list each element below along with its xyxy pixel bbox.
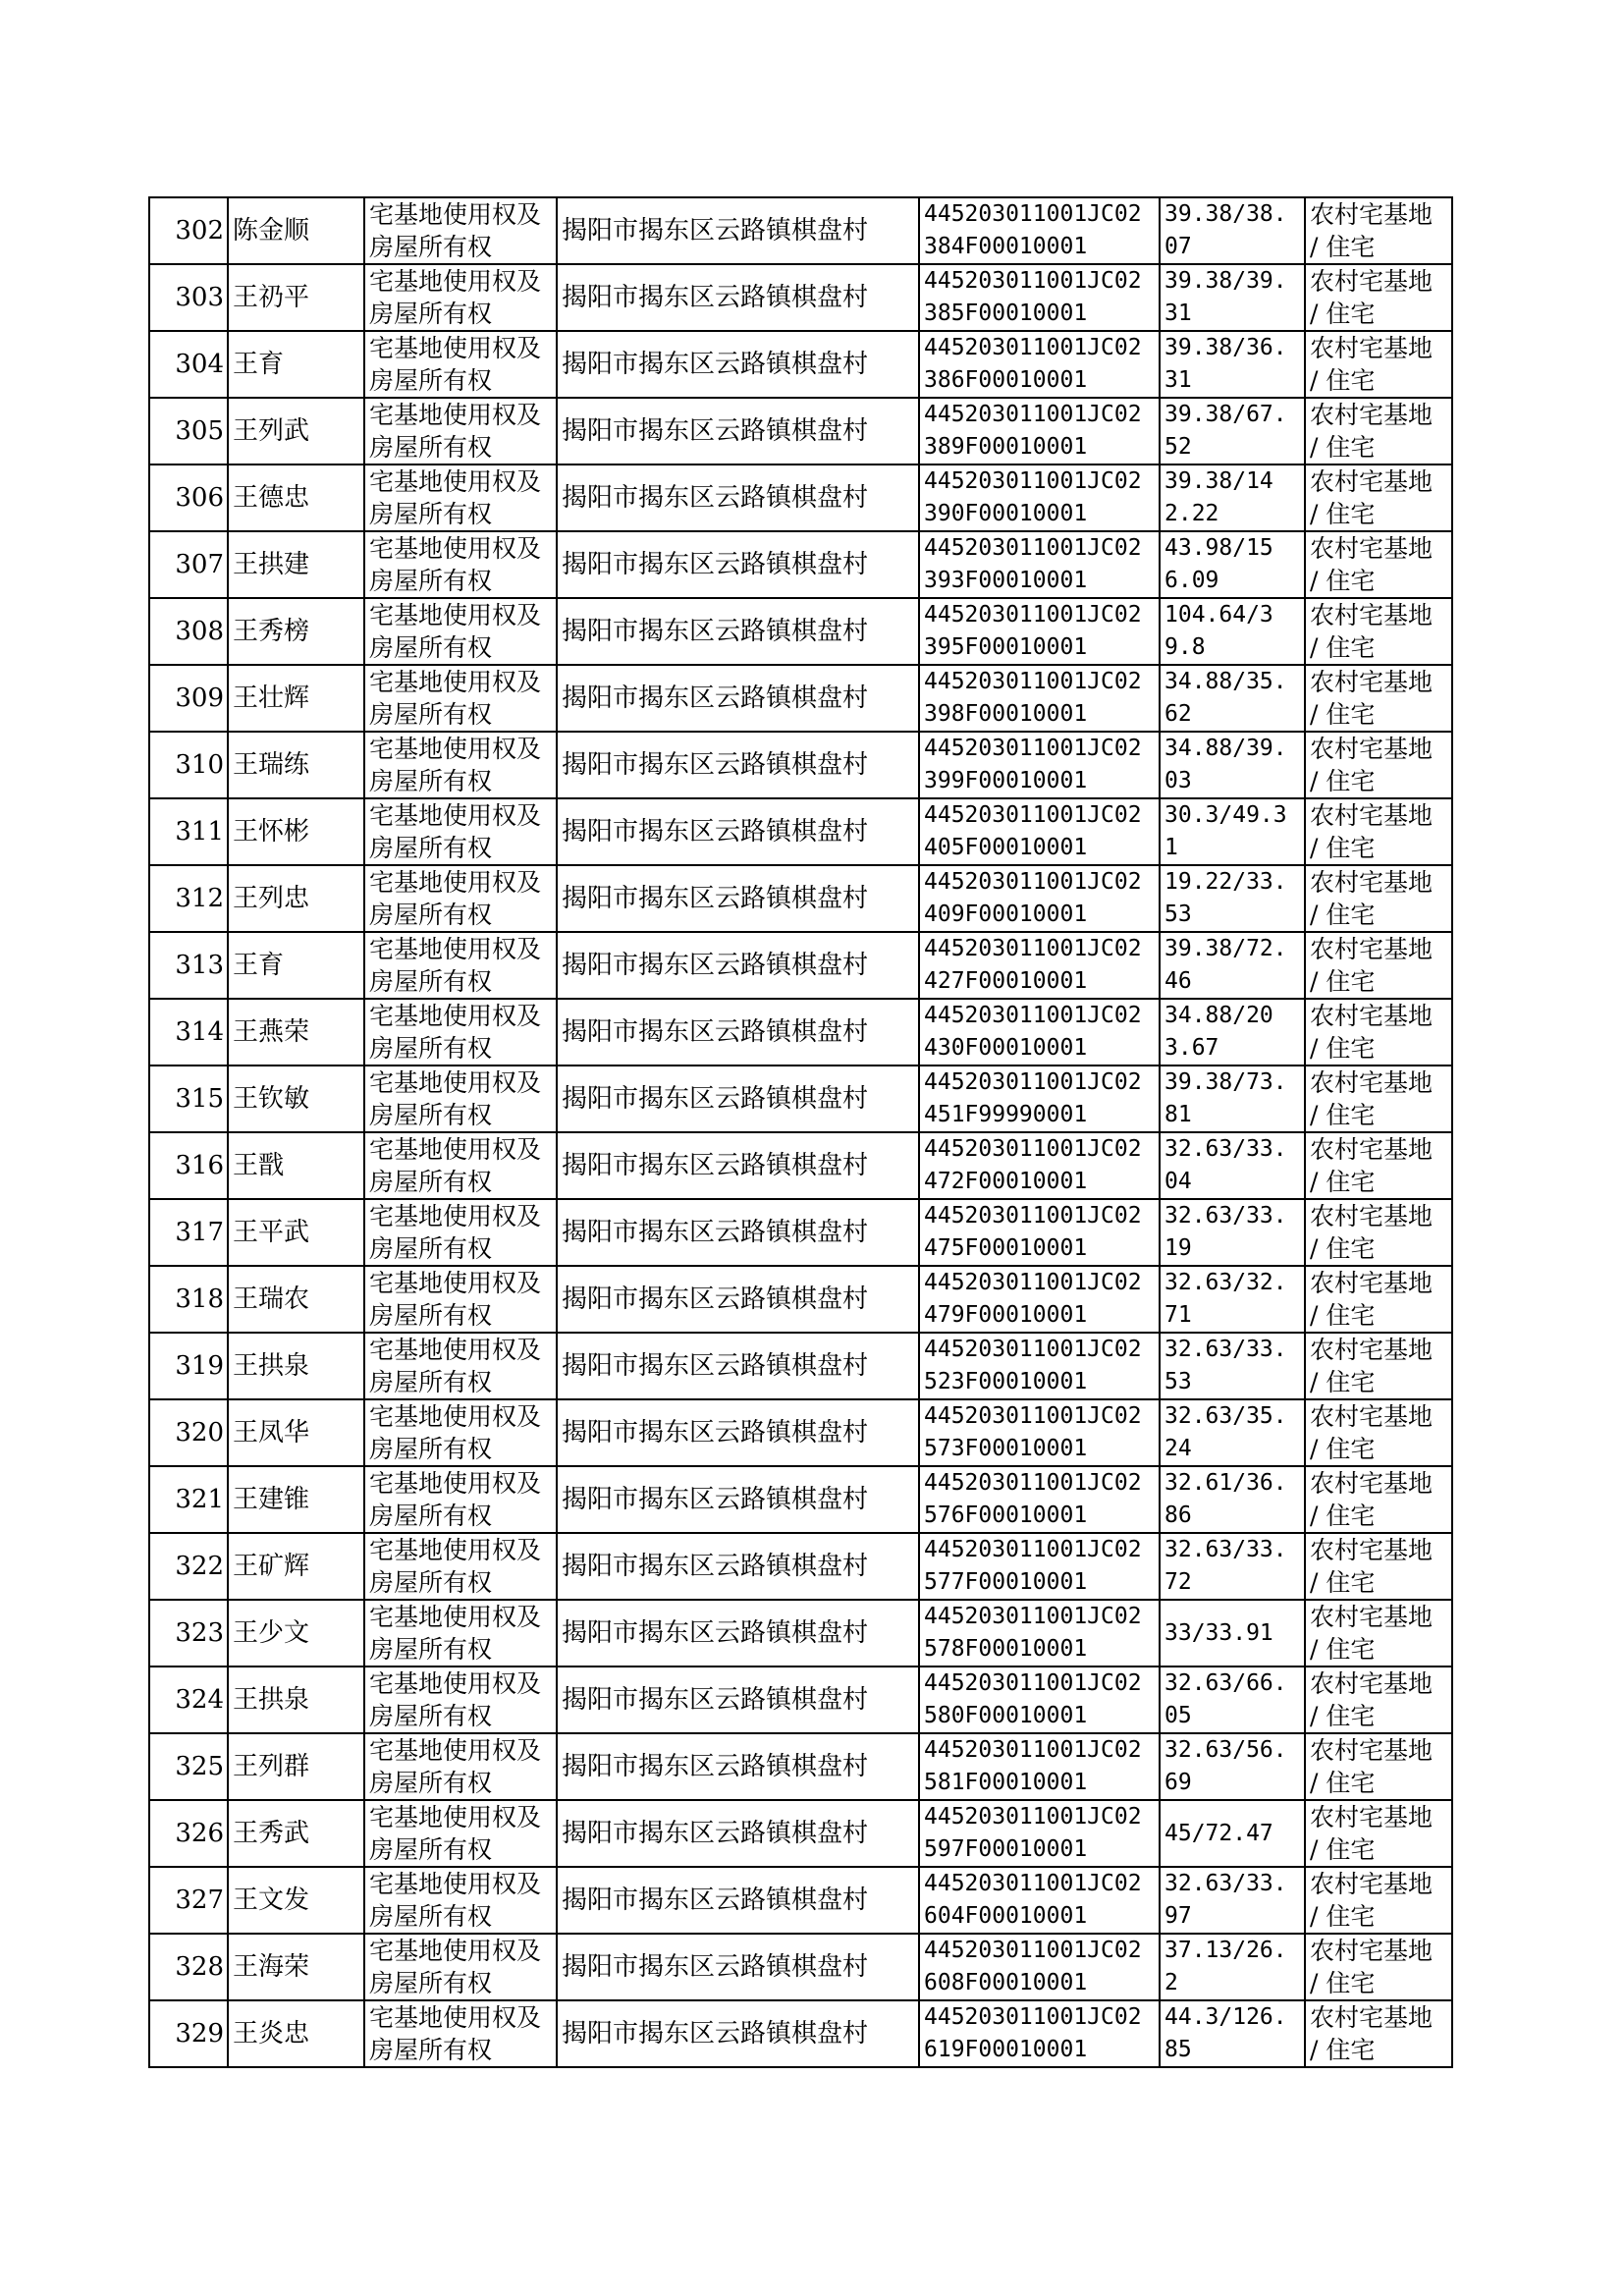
right-type: 宅基地使用权及房屋所有权 bbox=[364, 2000, 557, 2067]
owner-name: 王少文 bbox=[228, 1600, 364, 1667]
unit-code: 445203011001JC02385F00010001 bbox=[919, 264, 1160, 331]
unit-code: 445203011001JC02409F00010001 bbox=[919, 865, 1160, 932]
row-number: 314 bbox=[149, 999, 228, 1066]
unit-code: 445203011001JC02475F00010001 bbox=[919, 1199, 1160, 1266]
land-use: 农村宅基地 / 住宅 bbox=[1305, 665, 1452, 732]
location-address: 揭阳市揭东区云路镇棋盘村 bbox=[557, 1533, 919, 1600]
owner-name: 王平武 bbox=[228, 1199, 364, 1266]
owner-name: 王秀榜 bbox=[228, 598, 364, 665]
unit-code: 445203011001JC02430F00010001 bbox=[919, 999, 1160, 1066]
area-value: 32.63/33.53 bbox=[1160, 1333, 1305, 1399]
registry-table bbox=[148, 196, 1453, 2068]
right-type: 宅基地使用权及房屋所有权 bbox=[364, 1867, 557, 1934]
area-value: 30.3/49.31 bbox=[1160, 798, 1305, 865]
table-row bbox=[149, 798, 1452, 865]
owner-name: 王礽平 bbox=[228, 264, 364, 331]
table-row bbox=[149, 1466, 1452, 1533]
unit-code: 445203011001JC02451F99990001 bbox=[919, 1066, 1160, 1132]
location-address: 揭阳市揭东区云路镇棋盘村 bbox=[557, 1733, 919, 1800]
unit-code: 445203011001JC02581F00010001 bbox=[919, 1733, 1160, 1800]
right-type: 宅基地使用权及房屋所有权 bbox=[364, 531, 557, 598]
area-value: 32.63/33.72 bbox=[1160, 1533, 1305, 1600]
owner-name: 王怀彬 bbox=[228, 798, 364, 865]
owner-name: 王壮辉 bbox=[228, 665, 364, 732]
owner-name: 王德忠 bbox=[228, 464, 364, 531]
land-use: 农村宅基地 / 住宅 bbox=[1305, 1533, 1452, 1600]
land-use: 农村宅基地 / 住宅 bbox=[1305, 2000, 1452, 2067]
unit-code: 445203011001JC02393F00010001 bbox=[919, 531, 1160, 598]
unit-code: 445203011001JC02479F00010001 bbox=[919, 1266, 1160, 1333]
right-type: 宅基地使用权及房屋所有权 bbox=[364, 732, 557, 798]
table-row bbox=[149, 1333, 1452, 1399]
location-address: 揭阳市揭东区云路镇棋盘村 bbox=[557, 1667, 919, 1733]
row-number: 324 bbox=[149, 1667, 228, 1733]
right-type: 宅基地使用权及房屋所有权 bbox=[364, 1333, 557, 1399]
unit-code: 445203011001JC02390F00010001 bbox=[919, 464, 1160, 531]
right-type: 宅基地使用权及房屋所有权 bbox=[364, 1800, 557, 1867]
unit-code: 445203011001JC02398F00010001 bbox=[919, 665, 1160, 732]
table-row bbox=[149, 1867, 1452, 1934]
area-value: 37.13/26.2 bbox=[1160, 1934, 1305, 2000]
land-use: 农村宅基地 / 住宅 bbox=[1305, 1867, 1452, 1934]
land-use: 农村宅基地 / 住宅 bbox=[1305, 999, 1452, 1066]
area-value: 32.63/33.04 bbox=[1160, 1132, 1305, 1199]
table-row bbox=[149, 732, 1452, 798]
table-row bbox=[149, 398, 1452, 464]
land-use: 农村宅基地 / 住宅 bbox=[1305, 1600, 1452, 1667]
table-row bbox=[149, 2000, 1452, 2067]
right-type: 宅基地使用权及房屋所有权 bbox=[364, 999, 557, 1066]
unit-code: 445203011001JC02608F00010001 bbox=[919, 1934, 1160, 2000]
unit-code: 445203011001JC02573F00010001 bbox=[919, 1399, 1160, 1466]
row-number: 327 bbox=[149, 1867, 228, 1934]
owner-name: 王瑞农 bbox=[228, 1266, 364, 1333]
row-number: 317 bbox=[149, 1199, 228, 1266]
right-type: 宅基地使用权及房屋所有权 bbox=[364, 1667, 557, 1733]
area-value: 39.38/142.22 bbox=[1160, 464, 1305, 531]
unit-code: 445203011001JC02472F00010001 bbox=[919, 1132, 1160, 1199]
row-number: 325 bbox=[149, 1733, 228, 1800]
unit-code: 445203011001JC02523F00010001 bbox=[919, 1333, 1160, 1399]
table-row bbox=[149, 464, 1452, 531]
area-value: 43.98/156.09 bbox=[1160, 531, 1305, 598]
area-value: 34.88/203.67 bbox=[1160, 999, 1305, 1066]
area-value: 33/33.91 bbox=[1160, 1600, 1305, 1667]
right-type: 宅基地使用权及房屋所有权 bbox=[364, 865, 557, 932]
owner-name: 王列群 bbox=[228, 1733, 364, 1800]
right-type: 宅基地使用权及房屋所有权 bbox=[364, 1199, 557, 1266]
area-value: 39.38/72.46 bbox=[1160, 932, 1305, 999]
location-address: 揭阳市揭东区云路镇棋盘村 bbox=[557, 331, 919, 398]
unit-code: 445203011001JC02427F00010001 bbox=[919, 932, 1160, 999]
row-number: 305 bbox=[149, 398, 228, 464]
right-type: 宅基地使用权及房屋所有权 bbox=[364, 1533, 557, 1600]
row-number: 313 bbox=[149, 932, 228, 999]
row-number: 308 bbox=[149, 598, 228, 665]
row-number: 318 bbox=[149, 1266, 228, 1333]
location-address: 揭阳市揭东区云路镇棋盘村 bbox=[557, 665, 919, 732]
area-value: 32.63/35.24 bbox=[1160, 1399, 1305, 1466]
location-address: 揭阳市揭东区云路镇棋盘村 bbox=[557, 732, 919, 798]
table-row bbox=[149, 865, 1452, 932]
location-address: 揭阳市揭东区云路镇棋盘村 bbox=[557, 932, 919, 999]
row-number: 312 bbox=[149, 865, 228, 932]
unit-code: 445203011001JC02619F00010001 bbox=[919, 2000, 1160, 2067]
location-address: 揭阳市揭东区云路镇棋盘村 bbox=[557, 464, 919, 531]
land-use: 农村宅基地 / 住宅 bbox=[1305, 798, 1452, 865]
land-use: 农村宅基地 / 住宅 bbox=[1305, 1333, 1452, 1399]
owner-name: 王育 bbox=[228, 331, 364, 398]
table-row bbox=[149, 999, 1452, 1066]
unit-code: 445203011001JC02580F00010001 bbox=[919, 1667, 1160, 1733]
land-use: 农村宅基地 / 住宅 bbox=[1305, 1066, 1452, 1132]
location-address: 揭阳市揭东区云路镇棋盘村 bbox=[557, 999, 919, 1066]
land-use: 农村宅基地 / 住宅 bbox=[1305, 865, 1452, 932]
location-address: 揭阳市揭东区云路镇棋盘村 bbox=[557, 1466, 919, 1533]
land-use: 农村宅基地 / 住宅 bbox=[1305, 1800, 1452, 1867]
location-address: 揭阳市揭东区云路镇棋盘村 bbox=[557, 1934, 919, 2000]
land-use: 农村宅基地 / 住宅 bbox=[1305, 197, 1452, 264]
area-value: 39.38/39.31 bbox=[1160, 264, 1305, 331]
unit-code: 445203011001JC02386F00010001 bbox=[919, 331, 1160, 398]
location-address: 揭阳市揭东区云路镇棋盘村 bbox=[557, 1399, 919, 1466]
row-number: 309 bbox=[149, 665, 228, 732]
table-row bbox=[149, 598, 1452, 665]
right-type: 宅基地使用权及房屋所有权 bbox=[364, 464, 557, 531]
table-row bbox=[149, 1066, 1452, 1132]
owner-name: 王文发 bbox=[228, 1867, 364, 1934]
unit-code: 445203011001JC02577F00010001 bbox=[919, 1533, 1160, 1600]
land-use: 农村宅基地 / 住宅 bbox=[1305, 932, 1452, 999]
table-row bbox=[149, 1199, 1452, 1266]
right-type: 宅基地使用权及房屋所有权 bbox=[364, 197, 557, 264]
owner-name: 王列武 bbox=[228, 398, 364, 464]
land-use: 农村宅基地 / 住宅 bbox=[1305, 732, 1452, 798]
location-address: 揭阳市揭东区云路镇棋盘村 bbox=[557, 798, 919, 865]
location-address: 揭阳市揭东区云路镇棋盘村 bbox=[557, 264, 919, 331]
area-value: 104.64/39.8 bbox=[1160, 598, 1305, 665]
owner-name: 王拱泉 bbox=[228, 1333, 364, 1399]
row-number: 311 bbox=[149, 798, 228, 865]
unit-code: 445203011001JC02604F00010001 bbox=[919, 1867, 1160, 1934]
location-address: 揭阳市揭东区云路镇棋盘村 bbox=[557, 1066, 919, 1132]
table-row bbox=[149, 1600, 1452, 1667]
owner-name: 王戬 bbox=[228, 1132, 364, 1199]
location-address: 揭阳市揭东区云路镇棋盘村 bbox=[557, 865, 919, 932]
location-address: 揭阳市揭东区云路镇棋盘村 bbox=[557, 1600, 919, 1667]
area-value: 39.38/73.81 bbox=[1160, 1066, 1305, 1132]
area-value: 45/72.47 bbox=[1160, 1800, 1305, 1867]
owner-name: 王炎忠 bbox=[228, 2000, 364, 2067]
owner-name: 王钦敏 bbox=[228, 1066, 364, 1132]
area-value: 19.22/33.53 bbox=[1160, 865, 1305, 932]
land-use: 农村宅基地 / 住宅 bbox=[1305, 1266, 1452, 1333]
right-type: 宅基地使用权及房屋所有权 bbox=[364, 665, 557, 732]
table-row bbox=[149, 1399, 1452, 1466]
table-row bbox=[149, 1266, 1452, 1333]
land-use: 农村宅基地 / 住宅 bbox=[1305, 1399, 1452, 1466]
location-address: 揭阳市揭东区云路镇棋盘村 bbox=[557, 531, 919, 598]
area-value: 34.88/39.03 bbox=[1160, 732, 1305, 798]
unit-code: 445203011001JC02578F00010001 bbox=[919, 1600, 1160, 1667]
land-use: 农村宅基地 / 住宅 bbox=[1305, 1934, 1452, 2000]
owner-name: 王凤华 bbox=[228, 1399, 364, 1466]
right-type: 宅基地使用权及房屋所有权 bbox=[364, 1132, 557, 1199]
unit-code: 445203011001JC02399F00010001 bbox=[919, 732, 1160, 798]
row-number: 328 bbox=[149, 1934, 228, 2000]
land-use: 农村宅基地 / 住宅 bbox=[1305, 531, 1452, 598]
location-address: 揭阳市揭东区云路镇棋盘村 bbox=[557, 1867, 919, 1934]
row-number: 304 bbox=[149, 331, 228, 398]
right-type: 宅基地使用权及房屋所有权 bbox=[364, 598, 557, 665]
land-use: 农村宅基地 / 住宅 bbox=[1305, 1667, 1452, 1733]
row-number: 315 bbox=[149, 1066, 228, 1132]
area-value: 39.38/36.31 bbox=[1160, 331, 1305, 398]
land-use: 农村宅基地 / 住宅 bbox=[1305, 398, 1452, 464]
table-row bbox=[149, 531, 1452, 598]
unit-code: 445203011001JC02405F00010001 bbox=[919, 798, 1160, 865]
unit-code: 445203011001JC02384F00010001 bbox=[919, 197, 1160, 264]
owner-name: 王列忠 bbox=[228, 865, 364, 932]
right-type: 宅基地使用权及房屋所有权 bbox=[364, 1266, 557, 1333]
right-type: 宅基地使用权及房屋所有权 bbox=[364, 798, 557, 865]
right-type: 宅基地使用权及房屋所有权 bbox=[364, 331, 557, 398]
right-type: 宅基地使用权及房屋所有权 bbox=[364, 1934, 557, 2000]
land-use: 农村宅基地 / 住宅 bbox=[1305, 264, 1452, 331]
table-row bbox=[149, 1667, 1452, 1733]
area-value: 39.38/67.52 bbox=[1160, 398, 1305, 464]
land-use: 农村宅基地 / 住宅 bbox=[1305, 1199, 1452, 1266]
location-address: 揭阳市揭东区云路镇棋盘村 bbox=[557, 1800, 919, 1867]
area-value: 32.63/32.71 bbox=[1160, 1266, 1305, 1333]
right-type: 宅基地使用权及房屋所有权 bbox=[364, 1466, 557, 1533]
row-number: 320 bbox=[149, 1399, 228, 1466]
right-type: 宅基地使用权及房屋所有权 bbox=[364, 1399, 557, 1466]
unit-code: 445203011001JC02597F00010001 bbox=[919, 1800, 1160, 1867]
location-address: 揭阳市揭东区云路镇棋盘村 bbox=[557, 598, 919, 665]
land-use: 农村宅基地 / 住宅 bbox=[1305, 1132, 1452, 1199]
table-row bbox=[149, 264, 1452, 331]
table-row bbox=[149, 331, 1452, 398]
row-number: 323 bbox=[149, 1600, 228, 1667]
area-value: 32.63/56.69 bbox=[1160, 1733, 1305, 1800]
right-type: 宅基地使用权及房屋所有权 bbox=[364, 1733, 557, 1800]
area-value: 32.63/66.05 bbox=[1160, 1667, 1305, 1733]
land-use: 农村宅基地 / 住宅 bbox=[1305, 1466, 1452, 1533]
row-number: 329 bbox=[149, 2000, 228, 2067]
area-value: 32.61/36.86 bbox=[1160, 1466, 1305, 1533]
row-number: 319 bbox=[149, 1333, 228, 1399]
owner-name: 王燕荣 bbox=[228, 999, 364, 1066]
row-number: 302 bbox=[149, 197, 228, 264]
location-address: 揭阳市揭东区云路镇棋盘村 bbox=[557, 1266, 919, 1333]
area-value: 32.63/33.97 bbox=[1160, 1867, 1305, 1934]
table-row bbox=[149, 1934, 1452, 2000]
location-address: 揭阳市揭东区云路镇棋盘村 bbox=[557, 2000, 919, 2067]
right-type: 宅基地使用权及房屋所有权 bbox=[364, 1600, 557, 1667]
location-address: 揭阳市揭东区云路镇棋盘村 bbox=[557, 197, 919, 264]
row-number: 326 bbox=[149, 1800, 228, 1867]
right-type: 宅基地使用权及房屋所有权 bbox=[364, 264, 557, 331]
row-number: 303 bbox=[149, 264, 228, 331]
table-row bbox=[149, 1533, 1452, 1600]
area-value: 32.63/33.19 bbox=[1160, 1199, 1305, 1266]
area-value: 44.3/126.85 bbox=[1160, 2000, 1305, 2067]
table-row bbox=[149, 1733, 1452, 1800]
row-number: 310 bbox=[149, 732, 228, 798]
land-use: 农村宅基地 / 住宅 bbox=[1305, 464, 1452, 531]
owner-name: 王拱建 bbox=[228, 531, 364, 598]
owner-name: 王秀武 bbox=[228, 1800, 364, 1867]
table-row bbox=[149, 932, 1452, 999]
registry-table-body bbox=[149, 197, 1452, 2067]
table-row bbox=[149, 197, 1452, 264]
right-type: 宅基地使用权及房屋所有权 bbox=[364, 932, 557, 999]
owner-name: 王建锥 bbox=[228, 1466, 364, 1533]
row-number: 322 bbox=[149, 1533, 228, 1600]
unit-code: 445203011001JC02389F00010001 bbox=[919, 398, 1160, 464]
owner-name: 王育 bbox=[228, 932, 364, 999]
location-address: 揭阳市揭东区云路镇棋盘村 bbox=[557, 1132, 919, 1199]
row-number: 306 bbox=[149, 464, 228, 531]
owner-name: 王矿辉 bbox=[228, 1533, 364, 1600]
land-use: 农村宅基地 / 住宅 bbox=[1305, 1733, 1452, 1800]
unit-code: 445203011001JC02395F00010001 bbox=[919, 598, 1160, 665]
land-use: 农村宅基地 / 住宅 bbox=[1305, 598, 1452, 665]
table-row bbox=[149, 1132, 1452, 1199]
unit-code: 445203011001JC02576F00010001 bbox=[919, 1466, 1160, 1533]
right-type: 宅基地使用权及房屋所有权 bbox=[364, 398, 557, 464]
table-row bbox=[149, 665, 1452, 732]
location-address: 揭阳市揭东区云路镇棋盘村 bbox=[557, 1333, 919, 1399]
owner-name: 王海荣 bbox=[228, 1934, 364, 2000]
row-number: 321 bbox=[149, 1466, 228, 1533]
area-value: 39.38/38.07 bbox=[1160, 197, 1305, 264]
table-row bbox=[149, 1800, 1452, 1867]
location-address: 揭阳市揭东区云路镇棋盘村 bbox=[557, 1199, 919, 1266]
owner-name: 王拱泉 bbox=[228, 1667, 364, 1733]
row-number: 316 bbox=[149, 1132, 228, 1199]
right-type: 宅基地使用权及房屋所有权 bbox=[364, 1066, 557, 1132]
owner-name: 王瑞练 bbox=[228, 732, 364, 798]
land-use: 农村宅基地 / 住宅 bbox=[1305, 331, 1452, 398]
area-value: 34.88/35.62 bbox=[1160, 665, 1305, 732]
owner-name: 陈金顺 bbox=[228, 197, 364, 264]
location-address: 揭阳市揭东区云路镇棋盘村 bbox=[557, 398, 919, 464]
row-number: 307 bbox=[149, 531, 228, 598]
